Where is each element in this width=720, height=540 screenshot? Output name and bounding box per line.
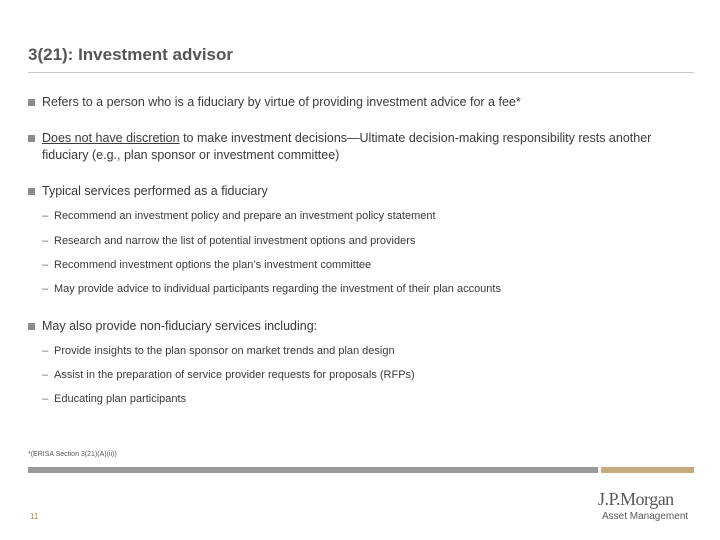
sub-bullet-text: Research and narrow the list of potential investment options and providers xyxy=(54,235,416,247)
square-bullet-icon xyxy=(28,188,35,195)
footer-bar-accent xyxy=(601,467,694,473)
dash-marker: – xyxy=(42,283,49,295)
sub-bullet-text: Recommend an investment policy and prepare an investment policy statement xyxy=(54,210,436,222)
sub-bullet-item xyxy=(42,258,682,272)
footnote: *(ERISA Section 3(21)(A)(ii)) xyxy=(28,451,117,458)
sub-bullet-item xyxy=(42,344,682,358)
logo-wordmark: J.P.Morgan xyxy=(598,489,674,509)
slide-title: 3(21): Investment advisor xyxy=(28,45,234,64)
sub-bullet-item xyxy=(42,392,682,406)
sub-bullet-text: Educating plan participants xyxy=(54,393,187,405)
bullet-item xyxy=(28,318,688,335)
dash-marker: – xyxy=(42,210,49,222)
square-bullet-icon xyxy=(28,323,35,330)
bullet-item xyxy=(28,183,688,200)
square-bullet-icon xyxy=(28,135,35,142)
dash-marker: – xyxy=(42,235,49,247)
sub-bullet-text: Assist in the preparation of service provider requests for proposals (RFPs) xyxy=(54,369,415,381)
sub-bullet-item xyxy=(42,209,682,223)
bullet-text: May also provide non-fiduciary services including: xyxy=(42,319,318,333)
bullet-item xyxy=(28,94,688,111)
underlined-phrase: Does not have discretion xyxy=(42,131,180,145)
logo-subtitle: Asset Management xyxy=(602,511,689,522)
sub-bullet-item xyxy=(42,368,682,382)
sub-bullet-text: Recommend investment options the plan’s investment committee xyxy=(54,259,372,271)
jpmorgan-logo xyxy=(598,488,698,528)
sub-bullet-text: May provide advice to individual participants regarding the investment of their plan accounts xyxy=(54,283,501,295)
bullet-text-rest: to make investment decisions—Ultimate decision-making responsibility rests another fiduciary (e.g., plan sponsor or investment committee) xyxy=(42,131,652,162)
dash-marker: – xyxy=(42,393,49,405)
square-bullet-icon xyxy=(28,99,35,106)
dash-marker: – xyxy=(42,259,49,271)
title-divider xyxy=(28,72,694,73)
sub-bullet-text: Provide insights to the plan sponsor on market trends and plan design xyxy=(54,345,395,357)
bullet-item xyxy=(28,130,688,164)
dash-marker: – xyxy=(42,345,49,357)
sub-bullet-item xyxy=(42,282,682,296)
sub-bullet-item xyxy=(42,234,682,248)
bullet-text xyxy=(42,130,688,164)
footer-bar-gray xyxy=(28,467,598,473)
bullet-text: Typical services performed as a fiduciary xyxy=(42,184,268,198)
page-number: 11 xyxy=(30,512,39,521)
bullet-text: Refers to a person who is a fiduciary by virtue of providing investment advice for a fee* xyxy=(42,95,521,109)
dash-marker: – xyxy=(42,369,49,381)
